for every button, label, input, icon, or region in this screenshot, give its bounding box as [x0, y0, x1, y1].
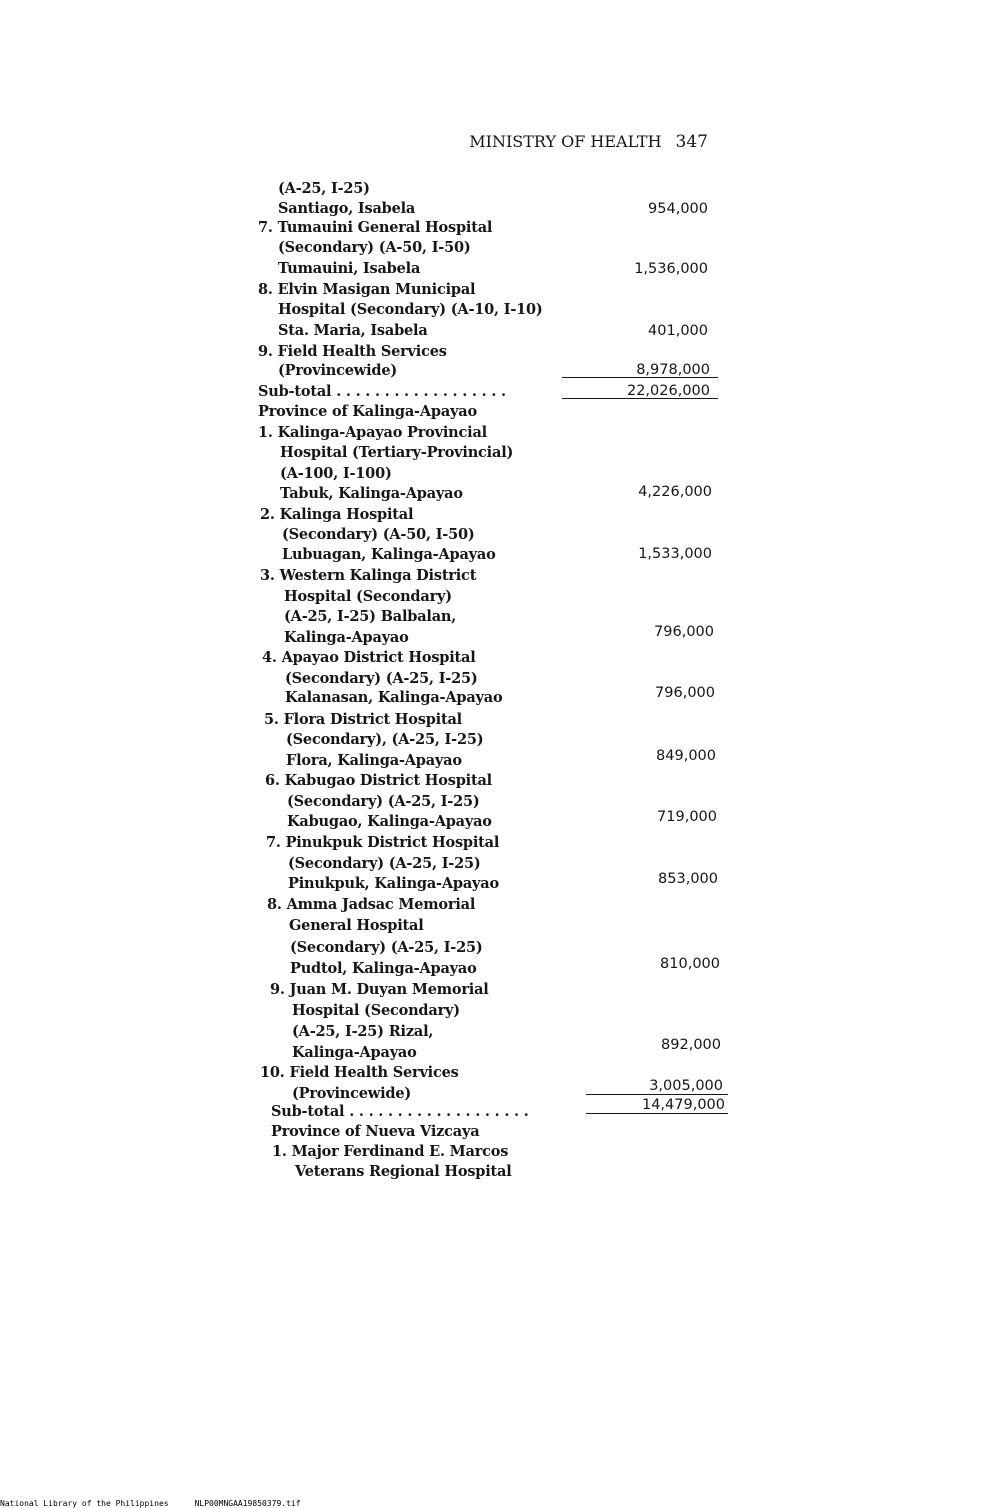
text-line: 7. Pinukpuk District Hospital	[266, 834, 500, 851]
subtotal-underline	[562, 398, 718, 399]
amount-value: 719,000	[657, 809, 717, 825]
amount-value: 796,000	[654, 624, 714, 640]
text-line: Hospital (Tertiary-Provincial)	[280, 444, 514, 461]
text-line: Kalinga-Apayao	[292, 1044, 417, 1061]
text-line: Hospital (Secondary)	[292, 1002, 460, 1019]
text-line: (Secondary) (A-50, I-50)	[278, 239, 471, 256]
text-line: (Secondary) (A-25, I-25)	[285, 670, 478, 687]
text-line: 3. Western Kalinga District	[260, 567, 477, 584]
text-line: Veterans Regional Hospital	[295, 1163, 512, 1180]
text-line: Tumauini, Isabela	[278, 260, 421, 277]
text-line: 2. Kalinga Hospital	[260, 506, 414, 523]
amount-underline	[586, 1094, 728, 1095]
footer-file: NLP00MNGAA19850379.tif	[194, 1499, 301, 1508]
text-line: Hospital (Secondary)	[284, 588, 452, 605]
amount-value: 796,000	[655, 685, 715, 701]
text-line: (A-25, I-25) Balbalan,	[284, 608, 457, 625]
text-line: (A-100, I-100)	[280, 465, 392, 482]
text-line: Pudtol, Kalinga-Apayao	[290, 960, 477, 977]
running-header	[469, 132, 708, 152]
amount-value: 4,226,000	[638, 484, 712, 500]
text-line: Flora, Kalinga-Apayao	[286, 752, 462, 769]
amount-value: 14,479,000	[641, 1097, 725, 1113]
text-line: Sub-total . . . . . . . . . . . . . . . . . .	[258, 383, 506, 400]
amount-value: 954,000	[648, 201, 708, 217]
scan-footer	[0, 1499, 327, 1508]
amount-value: 22,026,000	[626, 383, 710, 399]
amount-value: 8,978,000	[636, 362, 710, 378]
text-line: 4. Apayao District Hospital	[262, 649, 476, 666]
text-line: 5. Flora District Hospital	[264, 711, 462, 728]
text-line: (Secondary), (A-25, I-25)	[286, 731, 484, 748]
amount-underline	[562, 377, 718, 378]
text-line: 6. Kabugao District Hospital	[265, 772, 492, 789]
text-line: (A-25, I-25) Rizal,	[292, 1023, 434, 1040]
page-number: 347	[675, 132, 708, 152]
text-line: Kalanasan, Kalinga-Apayao	[285, 689, 503, 706]
text-line: Sub-total . . . . . . . . . . . . . . . . . . .	[271, 1103, 529, 1120]
text-line: (A-25, I-25)	[278, 180, 370, 197]
text-line: 9. Juan M. Duyan Memorial	[270, 981, 489, 998]
text-line: Kalinga-Apayao	[284, 629, 409, 646]
amount-value: 849,000	[656, 748, 716, 764]
text-line: 1. Major Ferdinand E. Marcos	[272, 1143, 509, 1160]
amount-value: 853,000	[658, 871, 718, 887]
text-line: (Secondary) (A-25, I-25)	[287, 793, 480, 810]
text-line: (Provincewide)	[278, 362, 398, 379]
header-title: MINISTRY OF HEALTH	[469, 132, 662, 151]
text-line: 8. Elvin Masigan Municipal	[258, 281, 476, 298]
text-line: Province of Nueva Vizcaya	[271, 1123, 480, 1140]
text-line: Pinukpuk, Kalinga-Apayao	[288, 875, 499, 892]
text-line: (Secondary) (A-25, I-25)	[290, 939, 483, 956]
amount-value: 3,005,000	[649, 1078, 723, 1094]
amount-value: 1,533,000	[638, 546, 712, 562]
text-line: Hospital (Secondary) (A-10, I-10)	[278, 301, 543, 318]
subtotal-underline	[586, 1113, 728, 1114]
text-line: Santiago, Isabela	[278, 200, 416, 217]
text-line: (Secondary) (A-50, I-50)	[282, 526, 475, 543]
text-line: (Secondary) (A-25, I-25)	[288, 855, 481, 872]
text-line: 8. Amma Jadsac Memorial	[267, 896, 476, 913]
text-line: 10. Field Health Services	[260, 1064, 459, 1081]
footer-library: National Library of the Philippines	[0, 1499, 169, 1508]
text-line: Sta. Maria, Isabela	[278, 322, 428, 339]
amount-value: 401,000	[648, 323, 708, 339]
amount-value: 892,000	[661, 1037, 721, 1053]
text-line: 9. Field Health Services	[258, 343, 447, 360]
text-line: Kabugao, Kalinga-Apayao	[287, 813, 492, 830]
text-line: 7. Tumauini General Hospital	[258, 219, 493, 236]
text-line: General Hospital	[289, 917, 424, 934]
text-line: 1. Kalinga-Apayao Provincial	[258, 424, 487, 441]
text-line: (Provincewide)	[292, 1085, 412, 1102]
amount-value: 810,000	[660, 956, 720, 972]
text-line: Lubuagan, Kalinga-Apayao	[282, 546, 496, 563]
amount-value: 1,536,000	[634, 261, 708, 277]
text-line: Province of Kalinga-Apayao	[258, 403, 477, 420]
text-line: Tabuk, Kalinga-Apayao	[280, 485, 463, 502]
